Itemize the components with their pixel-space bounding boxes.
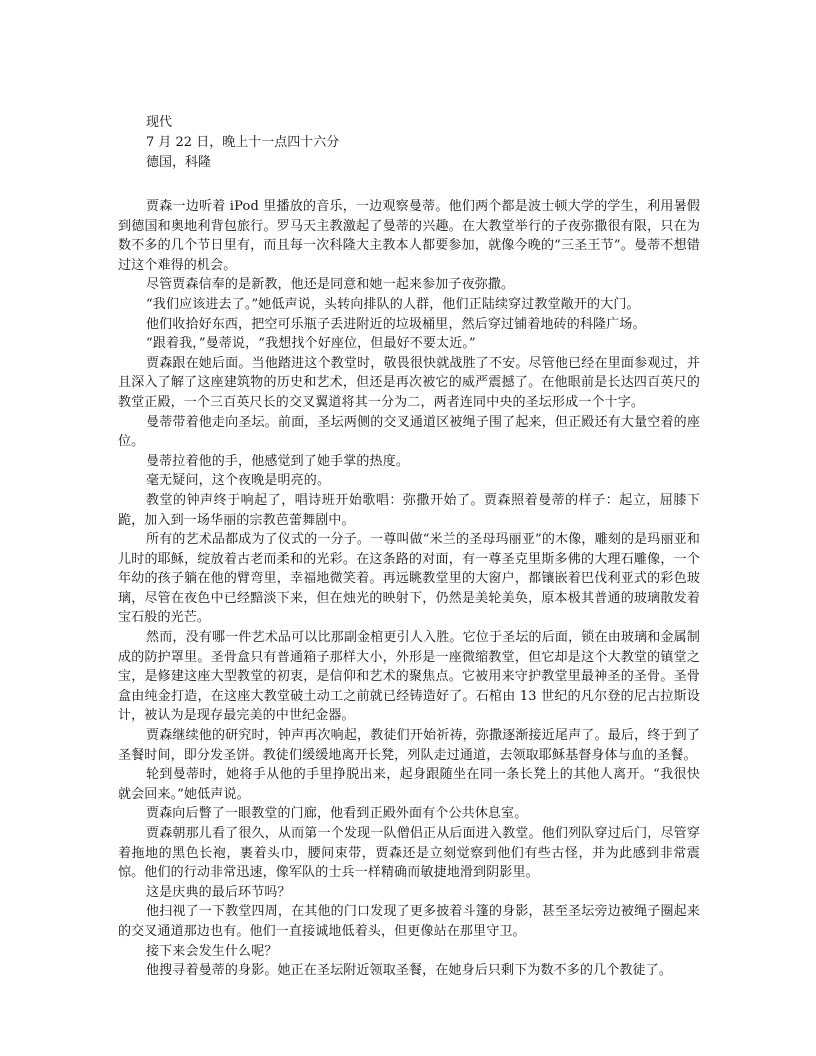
- paragraph: 接下来会发生什么呢？: [146, 943, 278, 959]
- paragraph: “我们应该进去了。”她低声说，头转向排队的人群，他们正陆续穿过教堂敞开的大门。: [146, 296, 640, 312]
- paragraph: 毫无疑问，这个夜晚是明亮的。: [146, 473, 331, 489]
- paragraph: 教堂的钟声终于响起了，唱诗班开始歌唱：弥撒开始了。贾森照着曼蒂的样子：起立，屈膝下跪，加入到一场华丽的宗教芭蕾舞剧中。: [118, 492, 700, 528]
- paragraph: “跟着我，”曼蒂说，“我想找个好座位，但最好不要太近。”: [146, 336, 476, 352]
- paragraph: 贾森跟在她后面。当他踏进这个教堂时，敬畏很快就战胜了不安。尽管他已经在里面参观过，并且深入了解了这座建筑物的历史和艺术，但还是再次被它的威严震撼了。在他眼前是长达四百英尺的教堂正殿，一个三百英尺长的交叉翼道将其一分为二，两者连同中央的圣坛形成一个十字。: [118, 355, 700, 410]
- paragraph: 贾森朝那儿看了很久，从而第一个发现一队僧侣正从后面进入教堂。他们列队穿过后门，尽管穿着拖地的黑色长袍，裹着头巾，腰间束带，贾森还是立刻觉察到他们有些古怪，并为此感到非常震惊。他们的行动非常迅速，像军队的士兵一样精确而敏捷地滑到阴影里。: [118, 826, 700, 881]
- paragraph: 然而，没有哪一件艺术品可以比那副金棺更引人入胜。它位于圣坛的后面，锁在由玻璃和金属制成的防护罩里。圣骨盒只有普通箱子那样大小，外形是一座微缩教堂，但它却是这个大教堂的镇堂之宝，是修建这座大型教堂的初衷，是信仰和艺术的聚焦点。它被用来守护教堂里最神圣的圣骨。圣骨盒由纯金打造，在这座大教堂破土动工之前就已经铸造好了。石棺由 13 世纪的凡尔登的尼古拉斯设计，被认为是现存最完美的中世纪金器。: [118, 630, 700, 724]
- location-heading: 德国，科隆: [146, 155, 212, 170]
- paragraph: 贾森向后瞥了一眼教堂的门廊，他看到正殿外面有个公共休息室。: [146, 806, 528, 822]
- datetime-heading: 7 月 22 日，晚上十一点四十六分: [146, 135, 340, 150]
- body-text: [118, 197, 700, 981]
- paragraph: 他搜寻着曼蒂的身影。她正在圣坛附近领取圣餐，在她身后只剩下为数不多的几个教徒了。: [146, 963, 673, 979]
- paragraph: 曼蒂拉着他的手，他感觉到了她手掌的热度。: [146, 453, 410, 469]
- chapter-header: [118, 113, 700, 173]
- paragraph: 这是庆典的最后环节吗？: [146, 884, 291, 900]
- paragraph: 尽管贾森信奉的是新教，他还是同意和她一起来参加子夜弥撒。: [146, 277, 515, 293]
- era-heading: 现代: [146, 115, 173, 130]
- paragraph: 曼蒂带着他走向圣坛。前面，圣坛两侧的交叉通道区被绳子围了起来，但正殿还有大量空着的座位。: [118, 414, 700, 450]
- paragraph: 所有的艺术品都成为了仪式的一分子。一尊叫做“米兰的圣母玛丽亚”的木像，雕刻的是玛丽亚和儿时的耶稣，绽放着古老而柔和的光彩。在这条路的对面，有一尊圣克里斯多佛的大理石雕像，一个年幼的孩子躺在他的臂弯里，幸福地微笑着。再远眺教堂里的大窗户，都镶嵌着巴伐利亚式的彩色玻璃，尽管在夜色中已经黯淡下来，但在烛光的映射下，仍然是美轮美奂，原本极其普通的玻璃散发着宝石般的光芒。: [118, 532, 700, 626]
- paragraph: 轮到曼蒂时，她将手从他的手里挣脱出来，起身跟随坐在同一条长凳上的其他人离开。“我很快就会回来。”她低声说。: [118, 767, 700, 802]
- paragraph: 他扫视了一下教堂四周，在其他的门口发现了更多披着斗篷的身影，甚至圣坛旁边被绳子圈起来的交叉通道那边也有。他们一直接诚地低着头，但更像站在那里守卫。: [118, 904, 700, 939]
- paragraph: 他们收拾好东西，把空可乐瓶子丢进附近的垃圾桶里，然后穿过铺着地砖的科隆广场。: [146, 316, 646, 332]
- paragraph: 贾森继续他的研究时，钟声再次响起，教徒们开始祈祷，弥撒逐渐接近尾声了。最后，终于到了圣餐时间，即分发圣饼。教徒们缓缓地离开长凳，列队走过通道，去领取耶稣基督身体与血的圣餐。: [118, 728, 700, 763]
- paragraph: 贾森一边听着 iPod 里播放的音乐，一边观察曼蒂。他们两个都是波士顿大学的学生，利用暑假到德国和奥地利背包旅行。罗马天主教激起了曼蒂的兴趣。在大教堂举行的子夜弥撒很有限，只在为数不多的几个节日里有，而且每一次科隆大主教本人都要参加，就像今晚的“三圣王节”。曼蒂不想错过这个难得的机会。: [118, 199, 700, 273]
- document-page: [118, 113, 700, 981]
